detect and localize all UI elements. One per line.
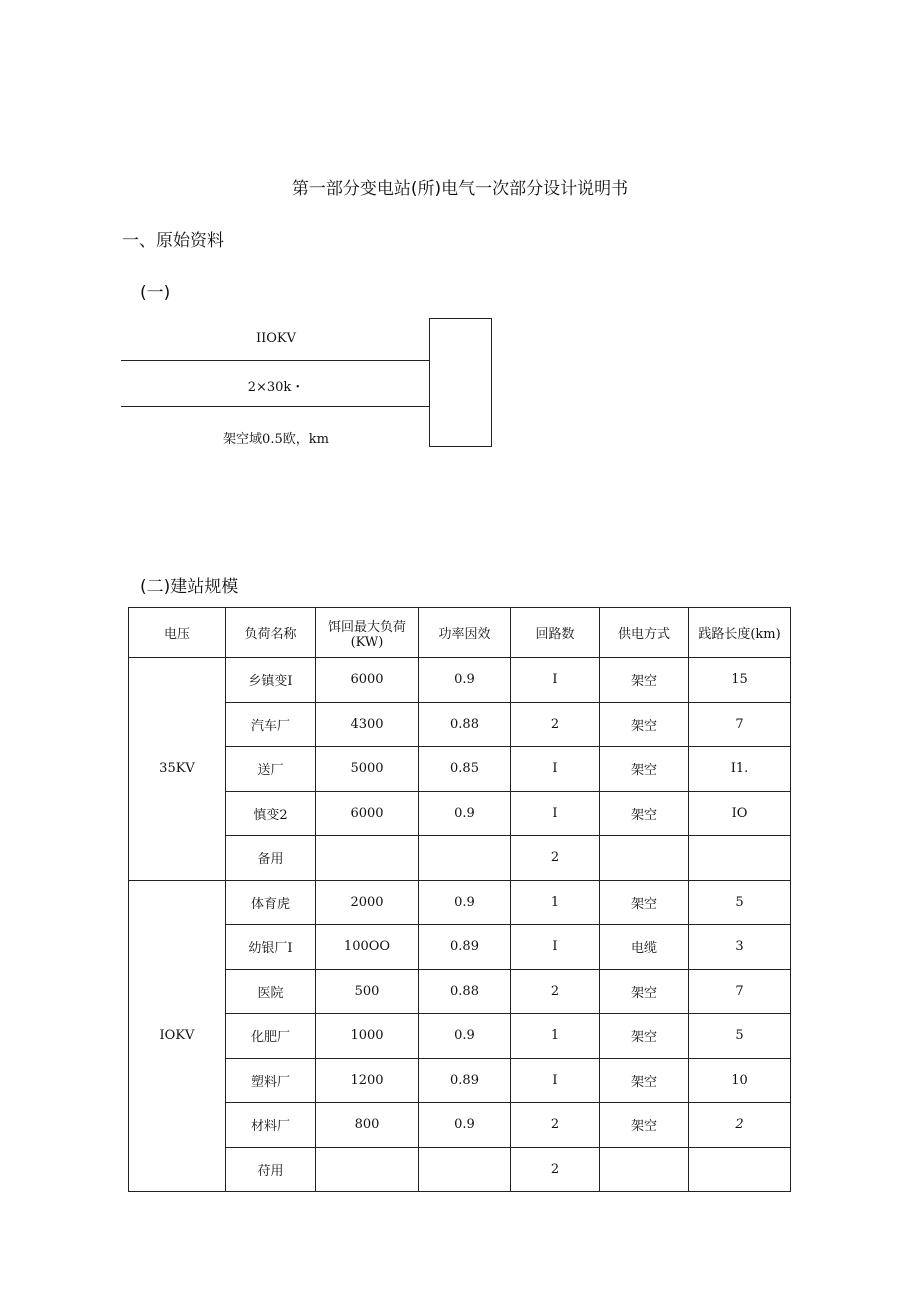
table-cell xyxy=(689,1147,791,1192)
table-row xyxy=(129,1103,791,1148)
table-cell: 0.89 xyxy=(419,1058,511,1103)
table-cell: I xyxy=(511,925,600,970)
document-title: 第一部分变电站(所)电气一次部分设计说明书 xyxy=(291,179,629,199)
voltage-group-cell: IOKV xyxy=(129,880,226,1192)
header-line-length: 践路长度(km) xyxy=(689,608,791,658)
table-cell: 5 xyxy=(689,1014,791,1059)
table-cell: 材料厂 xyxy=(226,1103,316,1148)
table-cell: 1200 xyxy=(316,1058,419,1103)
table-row xyxy=(129,791,791,836)
header-max-load: 饵回最大负荷(KW) xyxy=(316,608,419,658)
table-cell: 2 xyxy=(511,1103,600,1148)
table-cell xyxy=(419,836,511,881)
table-cell: 电缆 xyxy=(600,925,689,970)
table-cell: 7 xyxy=(689,702,791,747)
diagram-line-2 xyxy=(121,406,430,407)
subsection-heading-1: (一) xyxy=(140,283,171,303)
table-cell: 架空 xyxy=(600,747,689,792)
table-cell: 1 xyxy=(511,1014,600,1059)
table-row xyxy=(129,836,791,881)
table-cell: 慎变2 xyxy=(226,791,316,836)
table-cell xyxy=(600,1147,689,1192)
table-row xyxy=(129,880,791,925)
diagram-system-box xyxy=(429,318,492,447)
table-cell: 苻用 xyxy=(226,1147,316,1192)
table-cell: 架空 xyxy=(600,880,689,925)
table-cell: 备用 xyxy=(226,836,316,881)
table-cell: 化肥厂 xyxy=(226,1014,316,1059)
table-cell: 1000 xyxy=(316,1014,419,1059)
table-cell: 6000 xyxy=(316,791,419,836)
table-cell xyxy=(419,1147,511,1192)
table-cell: 2 xyxy=(511,702,600,747)
table-row xyxy=(129,1058,791,1103)
table-cell: 7 xyxy=(689,969,791,1014)
subsection-heading-station-scale: (二)建站规模 xyxy=(140,577,239,597)
table-cell: 架空 xyxy=(600,1058,689,1103)
table-cell: 0.9 xyxy=(419,1014,511,1059)
table-cell: 幼银厂I xyxy=(226,925,316,970)
table-cell: 送厂 xyxy=(226,747,316,792)
table-cell: 0.88 xyxy=(419,702,511,747)
table-cell: 0.88 xyxy=(419,969,511,1014)
table-cell: 架空 xyxy=(600,1103,689,1148)
header-load-name: 负荷名称 xyxy=(226,608,316,658)
table-cell: I xyxy=(511,791,600,836)
table-cell: 0.89 xyxy=(419,925,511,970)
table-cell: 汽车厂 xyxy=(226,702,316,747)
diagram-capacity-label: 2×30k・ xyxy=(247,380,305,395)
table-cell: 2 xyxy=(511,836,600,881)
table-cell: 800 xyxy=(316,1103,419,1148)
table-cell: 0.85 xyxy=(419,747,511,792)
table-cell: I xyxy=(511,1058,600,1103)
table-cell xyxy=(600,836,689,881)
table-cell: 体育虎 xyxy=(226,880,316,925)
diagram-voltage-label: IIOKV xyxy=(255,331,297,346)
table-cell: 500 xyxy=(316,969,419,1014)
table-cell: IO xyxy=(689,791,791,836)
header-power-factor: 功率因效 xyxy=(419,608,511,658)
voltage-group-cell: 35KV xyxy=(129,658,226,881)
table-cell: 医院 xyxy=(226,969,316,1014)
diagram-line-impedance-label: 架空域0.5欧，km xyxy=(223,432,329,447)
table-cell: 0.9 xyxy=(419,1103,511,1148)
table-header-row xyxy=(129,608,791,658)
table-cell: 架空 xyxy=(600,791,689,836)
table-cell: 3 xyxy=(689,925,791,970)
table-cell: 2 xyxy=(689,1103,791,1148)
header-voltage: 电压 xyxy=(129,608,226,658)
header-circuits: 回路数 xyxy=(511,608,600,658)
table-row xyxy=(129,702,791,747)
table-cell xyxy=(316,836,419,881)
table-cell: 4300 xyxy=(316,702,419,747)
table-row xyxy=(129,747,791,792)
table-row xyxy=(129,1014,791,1059)
table-cell: 0.9 xyxy=(419,791,511,836)
table-row xyxy=(129,1147,791,1192)
section-heading-original-data: 一、原始资料 xyxy=(122,231,224,251)
table-cell: 2000 xyxy=(316,880,419,925)
table-row xyxy=(129,969,791,1014)
diagram-line-1 xyxy=(121,360,430,361)
table-cell: 5000 xyxy=(316,747,419,792)
table-cell: 2 xyxy=(511,969,600,1014)
table-cell: I xyxy=(511,658,600,703)
table-cell: 塑料厂 xyxy=(226,1058,316,1103)
table-cell: 100OO xyxy=(316,925,419,970)
table-cell: 乡镇变I xyxy=(226,658,316,703)
table-cell: 0.9 xyxy=(419,880,511,925)
table-cell: 架空 xyxy=(600,1014,689,1059)
table-row xyxy=(129,658,791,703)
table-cell: 0.9 xyxy=(419,658,511,703)
table-cell: 1 xyxy=(511,880,600,925)
table-cell: 架空 xyxy=(600,702,689,747)
load-table xyxy=(128,607,791,1192)
header-supply-method: 供电方式 xyxy=(600,608,689,658)
table-cell xyxy=(316,1147,419,1192)
table-cell: 15 xyxy=(689,658,791,703)
table-cell: 6000 xyxy=(316,658,419,703)
table-cell: I1. xyxy=(689,747,791,792)
table-cell: 2 xyxy=(511,1147,600,1192)
table-cell: 架空 xyxy=(600,969,689,1014)
table-cell: 10 xyxy=(689,1058,791,1103)
table-cell: 架空 xyxy=(600,658,689,703)
table-cell xyxy=(689,836,791,881)
table-cell: 5 xyxy=(689,880,791,925)
table-row xyxy=(129,925,791,970)
table-cell: I xyxy=(511,747,600,792)
